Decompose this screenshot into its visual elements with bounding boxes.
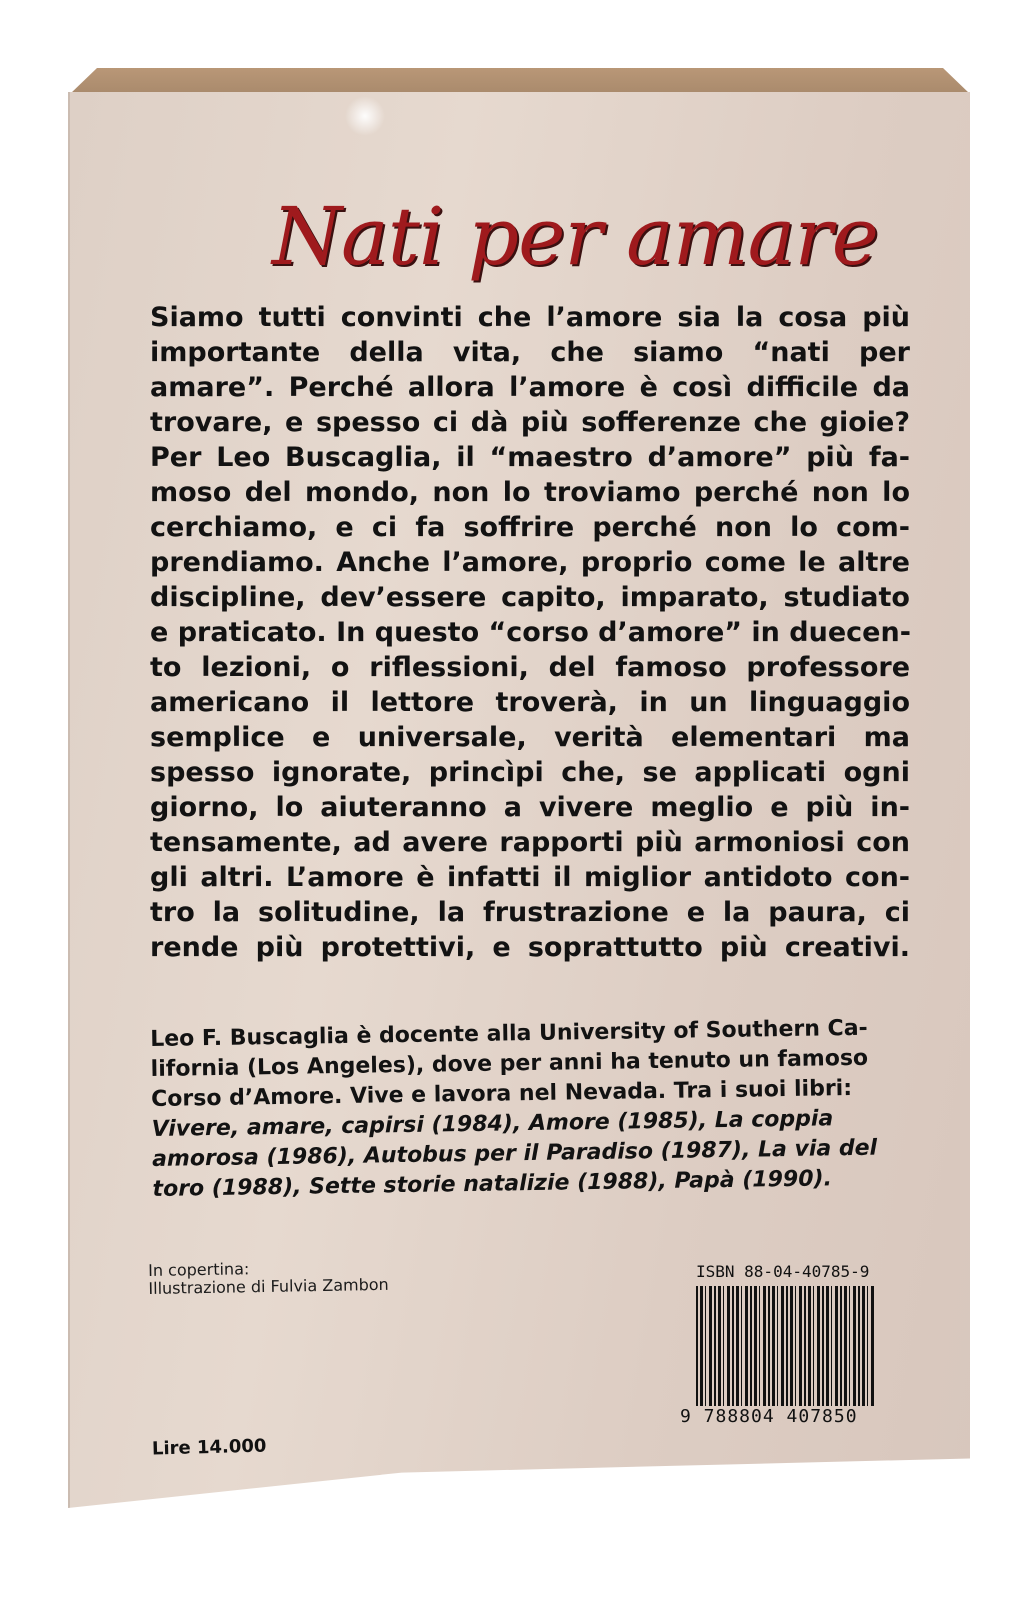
blurb-line: rende più protettivi, e soprattutto più creativi. — [150, 932, 910, 963]
blurb-line: amare”. Perché allora l’amore è così difficile da — [150, 372, 910, 403]
blurb-line: tro la solitudine, la frustrazione e la paura, ci — [150, 897, 910, 928]
blurb-line: tensamente, ad avere rapporti più armoniosi con — [150, 827, 910, 858]
blurb-line: gli altri. L’amore è infatti il miglior antidoto con- — [150, 862, 910, 893]
blurb-line: Siamo tutti convinti che l’amore sia la cosa più — [150, 302, 910, 333]
blurb-line: importante della vita, che siamo “nati per — [150, 337, 910, 368]
blurb-line: moso del mondo, non lo troviamo perché non lo — [150, 477, 910, 508]
credits-text: Illustrazione di Fulvia Zambon — [148, 1274, 389, 1298]
bio-line: amorosa (1986), Autobus per il Paradiso (1987), La via del — [151, 1135, 878, 1172]
bio-line: lifornia (Los Angeles), dove per anni ha tenuto un famoso — [150, 1045, 869, 1082]
blurb-line: trovare, e spesso ci dà più sofferenze che gioie? — [150, 407, 910, 438]
bio-line: Vivere, amare, capirsi (1984), Amore (1985), La coppia — [151, 1106, 834, 1142]
price-label: Lire 14.000 — [151, 1435, 267, 1460]
blurb-line: americano il lettore troverà, in un linguaggio — [150, 687, 910, 718]
blurb-line: spesso ignorate, princìpi che, se applicati ogni — [150, 757, 910, 788]
blurb-line: giorno, lo aiuteranno a vivere meglio e più in- — [150, 792, 910, 823]
barcode-icon — [696, 1286, 876, 1406]
credits-label: In copertina: — [147, 1259, 250, 1280]
blurb-line: e praticato. In questo “corso d’amore” in duecen- — [150, 617, 911, 648]
blurb-line: to lezioni, o riflessioni, del famoso professore — [150, 652, 910, 683]
bio-line: Leo F. Buscaglia è docente alla University of Southern Ca- — [150, 1015, 868, 1052]
blurb-line: discipline, dev’essere capito, imparato, studiato — [150, 582, 910, 613]
blurb-line: Per Leo Buscaglia, il “maestro d’amore” più fa- — [150, 442, 910, 473]
book-top-edge — [70, 68, 970, 94]
blurb-text — [150, 300, 910, 965]
cover-credits — [148, 1258, 389, 1298]
bio-line: Corso d’Amore. Vive e lavora nel Nevada. Tra i suoi libri: — [150, 1075, 853, 1112]
blurb-line: prendiamo. Anche l’amore, proprio come le altre — [150, 547, 910, 578]
book-title: Nati per amare — [272, 190, 878, 283]
blurb-line: cerchiamo, e ci fa soffrire perché non lo com- — [150, 512, 910, 543]
barcode-number: 9 788804 407850 — [680, 1406, 858, 1427]
bio-line: toro (1988), Sette storie natalizie (1988), Papà (1990). — [152, 1166, 833, 1202]
light-glare — [345, 96, 385, 136]
author-bio — [150, 1013, 913, 1205]
isbn-label: ISBN 88-04-40785-9 — [696, 1262, 870, 1281]
blurb-line: semplice e universale, verità elementari ma — [150, 722, 910, 753]
